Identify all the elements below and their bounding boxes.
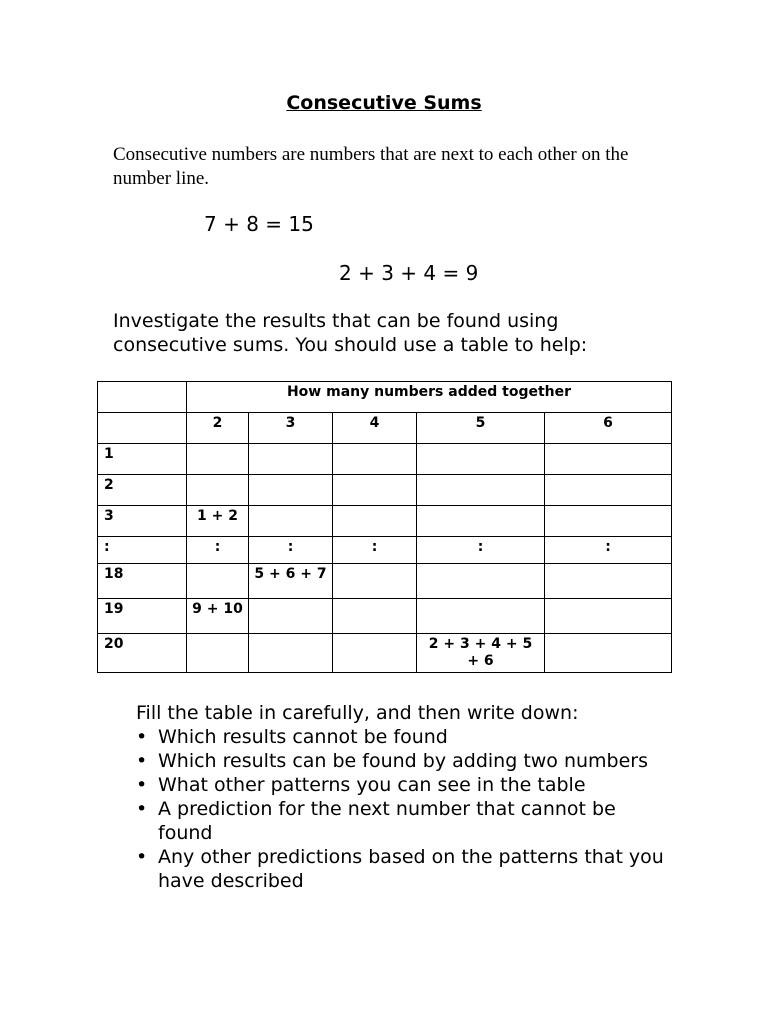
list-item — [136, 773, 666, 797]
table-cell — [187, 475, 249, 506]
table-cell — [417, 506, 545, 537]
table-cell — [187, 444, 249, 475]
row-label: 20 — [98, 634, 187, 673]
table-cell — [249, 475, 333, 506]
bullet-icon: • — [136, 846, 148, 868]
table-cell: : — [333, 537, 417, 564]
column-number-row — [98, 413, 672, 444]
row-label: 3 — [98, 506, 187, 537]
column-header: 3 — [249, 413, 333, 444]
investigation-prompt: Investigate the results that can be found using consecutive sums. You should use a table to help: — [113, 310, 588, 356]
row-label: 1 — [98, 444, 187, 475]
table-cell: : — [417, 537, 545, 564]
list-item — [136, 845, 666, 893]
bullet-icon: • — [136, 774, 148, 796]
table-cell — [333, 599, 417, 634]
row-label: 19 — [98, 599, 187, 634]
table-cell — [249, 506, 333, 537]
table-cell: 9 + 10 — [187, 599, 249, 634]
table-cell: 5 + 6 + 7 — [249, 564, 333, 599]
column-header: 6 — [545, 413, 672, 444]
table-header: How many numbers added together — [187, 382, 672, 413]
table-cell — [545, 444, 672, 475]
table-cell — [417, 444, 545, 475]
table-row — [98, 599, 672, 634]
table-cell — [333, 506, 417, 537]
task-text: Which results can be found by adding two numbers — [158, 750, 649, 772]
bullet-icon: • — [136, 750, 148, 772]
table-cell: : — [249, 537, 333, 564]
blank-cell — [98, 413, 187, 444]
list-item — [136, 797, 666, 845]
table-cell — [545, 599, 672, 634]
list-item — [136, 725, 666, 749]
table-cell — [333, 444, 417, 475]
table-cell — [545, 475, 672, 506]
table-cell: 1 + 2 — [187, 506, 249, 537]
row-label: : — [98, 537, 187, 564]
row-label: 18 — [98, 564, 187, 599]
task-text: Which results cannot be found — [158, 726, 448, 748]
table-row — [98, 506, 672, 537]
table-cell — [249, 599, 333, 634]
table-row — [98, 444, 672, 475]
table-cell — [545, 634, 672, 673]
example-equation-1: 7 + 8 = 15 — [204, 212, 314, 236]
table-cell: : — [187, 537, 249, 564]
table-cell — [417, 599, 545, 634]
table-cell — [187, 564, 249, 599]
table-row — [98, 564, 672, 599]
table-cell — [333, 564, 417, 599]
column-header: 2 — [187, 413, 249, 444]
intro-paragraph: Consecutive numbers are numbers that are next to each other on the number line. — [113, 144, 629, 189]
column-header: 4 — [333, 413, 417, 444]
bullet-icon: • — [136, 726, 148, 748]
table-cell — [333, 634, 417, 673]
example-equation-2: 2 + 3 + 4 = 9 — [339, 261, 479, 285]
bullet-icon: • — [136, 798, 148, 820]
closing-instruction: Fill the table in carefully, and then write down: — [136, 702, 579, 724]
list-item — [136, 749, 666, 773]
consecutive-sums-table — [97, 381, 672, 673]
table-row — [98, 634, 672, 673]
corner-cell — [98, 382, 187, 413]
table-cell — [249, 444, 333, 475]
task-list — [136, 725, 666, 893]
task-text: Any other predictions based on the patterns that you have described — [158, 846, 664, 892]
table-row — [98, 475, 672, 506]
task-text: A prediction for the next number that cannot be found — [158, 798, 616, 844]
table-cell: : — [545, 537, 672, 564]
table-cell: 2 + 3 + 4 + 5 + 6 — [417, 634, 545, 673]
row-label: 2 — [98, 475, 187, 506]
task-text: What other patterns you can see in the table — [158, 774, 586, 796]
table-cell — [545, 506, 672, 537]
column-header: 5 — [417, 413, 545, 444]
page-title: Consecutive Sums — [286, 92, 482, 114]
table-cell — [545, 564, 672, 599]
table-cell — [417, 564, 545, 599]
table-header-row — [98, 382, 672, 413]
table-cell — [333, 475, 417, 506]
table-cell — [417, 475, 545, 506]
ellipsis-row — [98, 537, 672, 564]
table-cell — [249, 634, 333, 673]
table-cell — [187, 634, 249, 673]
